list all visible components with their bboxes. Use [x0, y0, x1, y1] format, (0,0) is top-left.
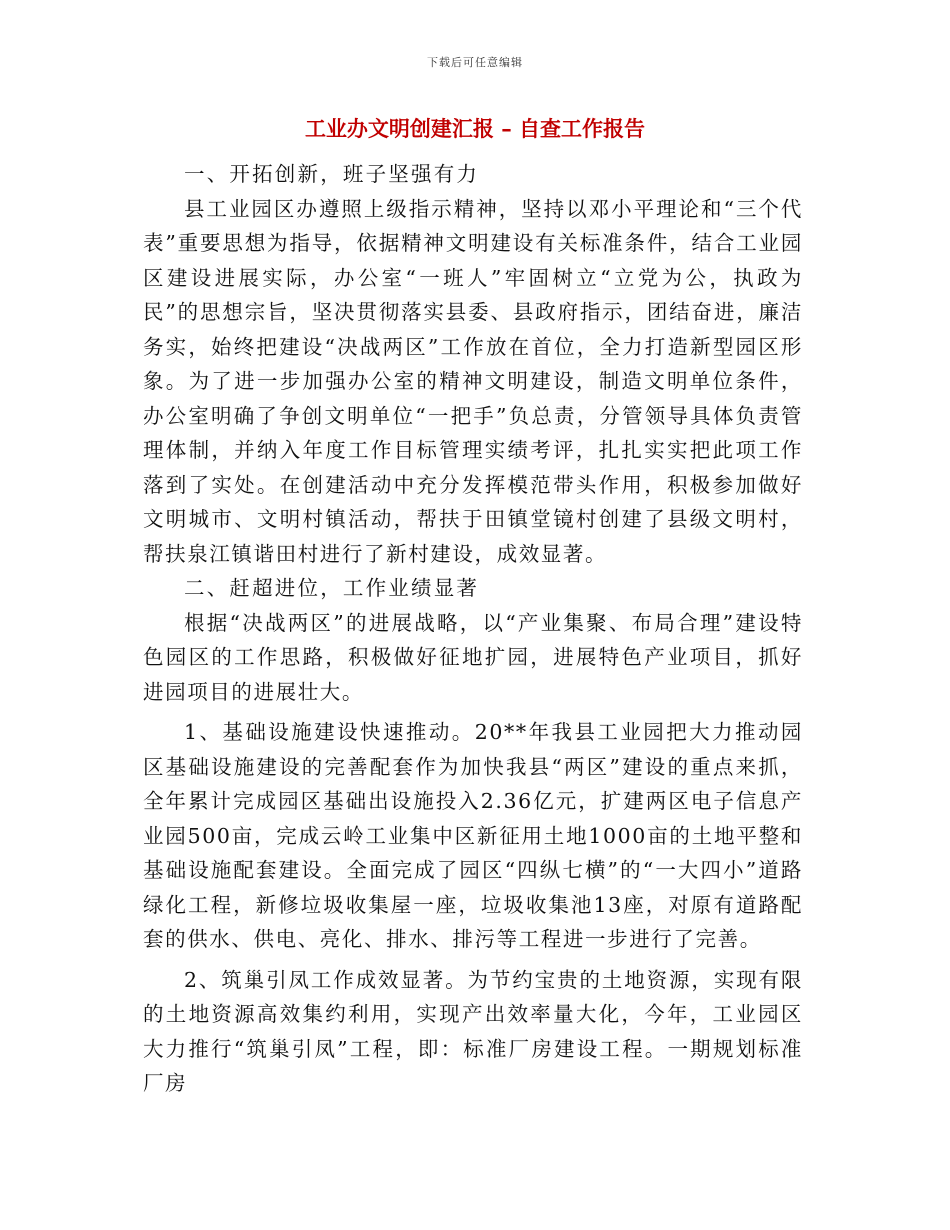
document-body [143, 157, 803, 1101]
paragraph-2: 根据“决战两区”的进展战略，以“产业集聚、布局合理”建设特色园区的工作思路，积极做好征地扩园，进展特色产业项目，抓好进园项目的进展壮大。 [143, 610, 803, 704]
paragraph-4: 2、筑巢引凤工作成效显著。为节约宝贵的土地资源，实现有限的土地资源高效集约利用，实现产出效率量大化，今年，工业园区大力推行“筑巢引凤”工程，即：标准厂房建设工程。一期规划标准厂房 [143, 967, 803, 1095]
header-note: 下载后可任意编辑 [427, 56, 523, 69]
paragraph-1: 县工业园区办遵照上级指示精神，坚持以邓小平理论和“三个代表”重要思想为指导，依据精神文明建设有关标准条件，结合工业园区建设进展实际，办公室“一班人”牢固树立“立党为公，执政为民”的思想宗旨，坚决贯彻落实县委、县政府指示，团结奋进，廉洁务实，始终把建设“决战两区”工作放在首位，全力打造新型园区形象。为了进一步加强办公室的精神文明建设，制造文明单位条件，办公室明确了争创文明单位“一把手”负总责，分管领导具体负责管理体制，并纳入年度工作目标管理实绩考评，扎扎实实把此项工作落到了实处。在创建活动中充分发挥模范带头作用，积极参加做好文明城市、文明村镇活动，帮扶于田镇堂镜村创建了县级文明村，帮扶泉江镇谐田村进行了新村建设，成效显著。 [143, 196, 803, 566]
section-heading-1: 一、开拓创新，班子坚强有力 [184, 162, 480, 186]
document-title: 工业办文明创建汇报 – 自查工作报告 [304, 116, 646, 141]
paragraph-3: 1、基础设施建设快速推动。20**年我县工业园把大力推动园区基础设施建设的完善配套作为加快我县“两区”建设的重点来抓，全年累计完成园区基础出设施投入2.36亿元，扩建两区电子信息产业园500亩，完成云岭工业集中区新征用土地1000亩的土地平整和基础设施配套建设。全面完成了园区“四纵七横”的“一大四小”道路绿化工程，新修垃圾收集屋一座，垃圾收集池13座，对原有道路配套的供水、供电、亮化、排水、排污等工程进一步进行了完善。 [143, 720, 803, 951]
section-heading-2: 二、赶超进位，工作业绩显著 [184, 576, 480, 600]
